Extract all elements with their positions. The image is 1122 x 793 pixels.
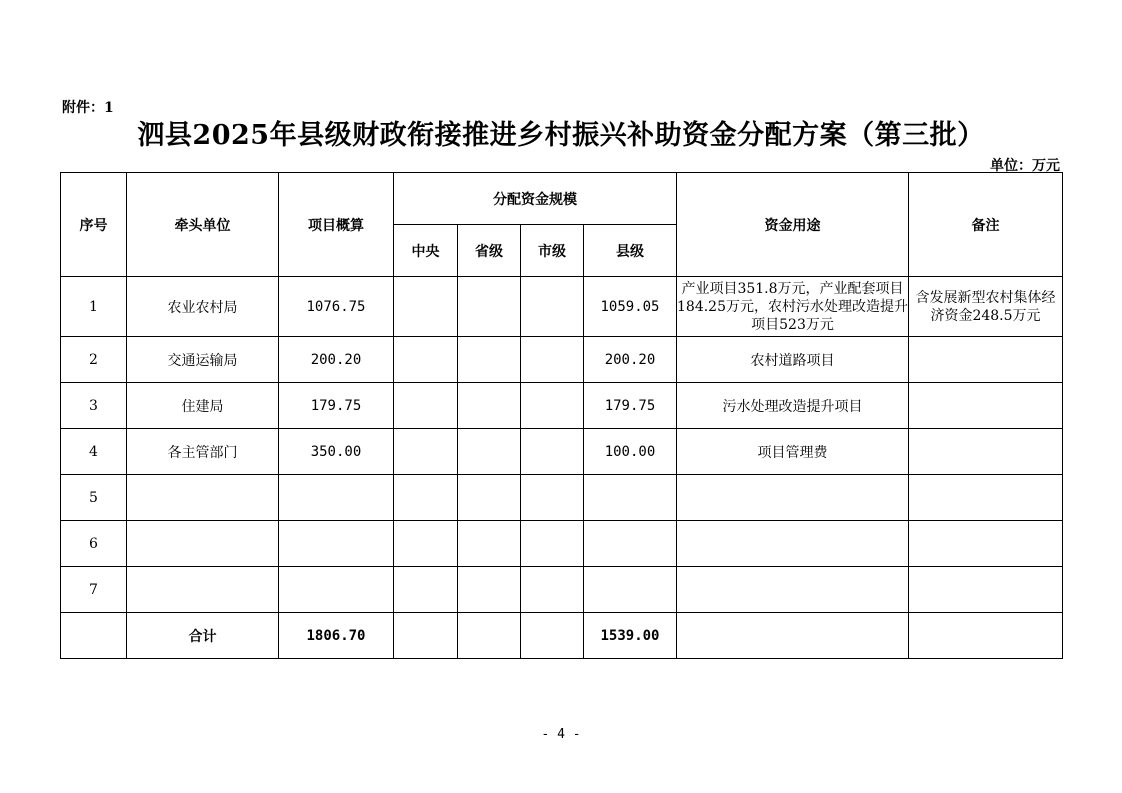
header-remark: 备注 (909, 173, 1063, 277)
header-provincial: 省级 (458, 225, 521, 277)
table-row (61, 337, 1063, 383)
cell-purpose: 项目管理费 (677, 429, 909, 475)
cell-total-seq (61, 613, 127, 659)
cell-remark (909, 567, 1063, 613)
cell-unit (127, 567, 279, 613)
cell-budget (279, 521, 394, 567)
header-county: 县级 (584, 225, 677, 277)
cell-central (394, 475, 458, 521)
cell-seq: 2 (61, 337, 127, 383)
header-seq: 序号 (61, 173, 127, 277)
cell-seq: 3 (61, 383, 127, 429)
cell-city (521, 277, 584, 337)
cell-county (584, 475, 677, 521)
cell-county: 1059.05 (584, 277, 677, 337)
table-row (61, 277, 1063, 337)
cell-seq: 6 (61, 521, 127, 567)
allocation-table (60, 172, 1063, 659)
cell-remark (909, 429, 1063, 475)
cell-seq: 7 (61, 567, 127, 613)
cell-county (584, 521, 677, 567)
cell-budget: 179.75 (279, 383, 394, 429)
cell-purpose: 产业项目351.8万元，产业配套项目184.25万元，农村污水处理改造提升项目523万元 (677, 277, 909, 337)
cell-seq: 1 (61, 277, 127, 337)
total-row (61, 613, 1063, 659)
cell-central (394, 429, 458, 475)
total-provincial (458, 613, 521, 659)
cell-purpose (677, 567, 909, 613)
cell-remark (909, 383, 1063, 429)
cell-unit: 各主管部门 (127, 429, 279, 475)
cell-purpose: 农村道路项目 (677, 337, 909, 383)
cell-purpose (677, 521, 909, 567)
cell-provincial (458, 429, 521, 475)
cell-city (521, 383, 584, 429)
cell-provincial (458, 521, 521, 567)
table-row (61, 521, 1063, 567)
cell-county: 179.75 (584, 383, 677, 429)
table-row (61, 567, 1063, 613)
cell-city (521, 337, 584, 383)
cell-budget (279, 475, 394, 521)
cell-central (394, 567, 458, 613)
cell-purpose: 污水处理改造提升项目 (677, 383, 909, 429)
total-budget: 1806.70 (279, 613, 394, 659)
cell-central (394, 521, 458, 567)
unit-label: 单位：万元 (990, 158, 1060, 174)
cell-remark: 含发展新型农村集体经济资金248.5万元 (909, 277, 1063, 337)
cell-central (394, 277, 458, 337)
header-city: 市级 (521, 225, 584, 277)
cell-central (394, 383, 458, 429)
cell-budget: 350.00 (279, 429, 394, 475)
cell-provincial (458, 475, 521, 521)
cell-city (521, 567, 584, 613)
header-allocation: 分配资金规模 (394, 173, 677, 225)
total-city (521, 613, 584, 659)
total-purpose (677, 613, 909, 659)
cell-county: 200.20 (584, 337, 677, 383)
cell-central (394, 337, 458, 383)
cell-budget (279, 567, 394, 613)
header-budget: 项目概算 (279, 173, 394, 277)
cell-city (521, 521, 584, 567)
cell-unit (127, 475, 279, 521)
cell-provincial (458, 337, 521, 383)
cell-provincial (458, 277, 521, 337)
cell-provincial (458, 383, 521, 429)
header-lead-unit: 牵头单位 (127, 173, 279, 277)
total-county: 1539.00 (584, 613, 677, 659)
cell-remark (909, 475, 1063, 521)
attachment-label: 附件：1 (62, 100, 114, 116)
table-row (61, 475, 1063, 521)
cell-budget: 1076.75 (279, 277, 394, 337)
cell-unit (127, 521, 279, 567)
header-central: 中央 (394, 225, 458, 277)
cell-purpose (677, 475, 909, 521)
cell-seq: 5 (61, 475, 127, 521)
cell-city (521, 429, 584, 475)
table-row (61, 383, 1063, 429)
cell-seq: 4 (61, 429, 127, 475)
cell-city (521, 475, 584, 521)
cell-unit: 住建局 (127, 383, 279, 429)
cell-county: 100.00 (584, 429, 677, 475)
page-number: - 4 - (541, 727, 581, 742)
cell-budget: 200.20 (279, 337, 394, 383)
cell-remark (909, 337, 1063, 383)
cell-unit: 交通运输局 (127, 337, 279, 383)
table-row (61, 429, 1063, 475)
document-title: 泗县2025年县级财政衔接推进乡村振兴补助资金分配方案（第三批） (137, 120, 985, 151)
header-purpose: 资金用途 (677, 173, 909, 277)
cell-unit: 农业农村局 (127, 277, 279, 337)
total-label: 合计 (127, 613, 279, 659)
total-central (394, 613, 458, 659)
total-remark (909, 613, 1063, 659)
cell-remark (909, 521, 1063, 567)
cell-county (584, 567, 677, 613)
cell-provincial (458, 567, 521, 613)
